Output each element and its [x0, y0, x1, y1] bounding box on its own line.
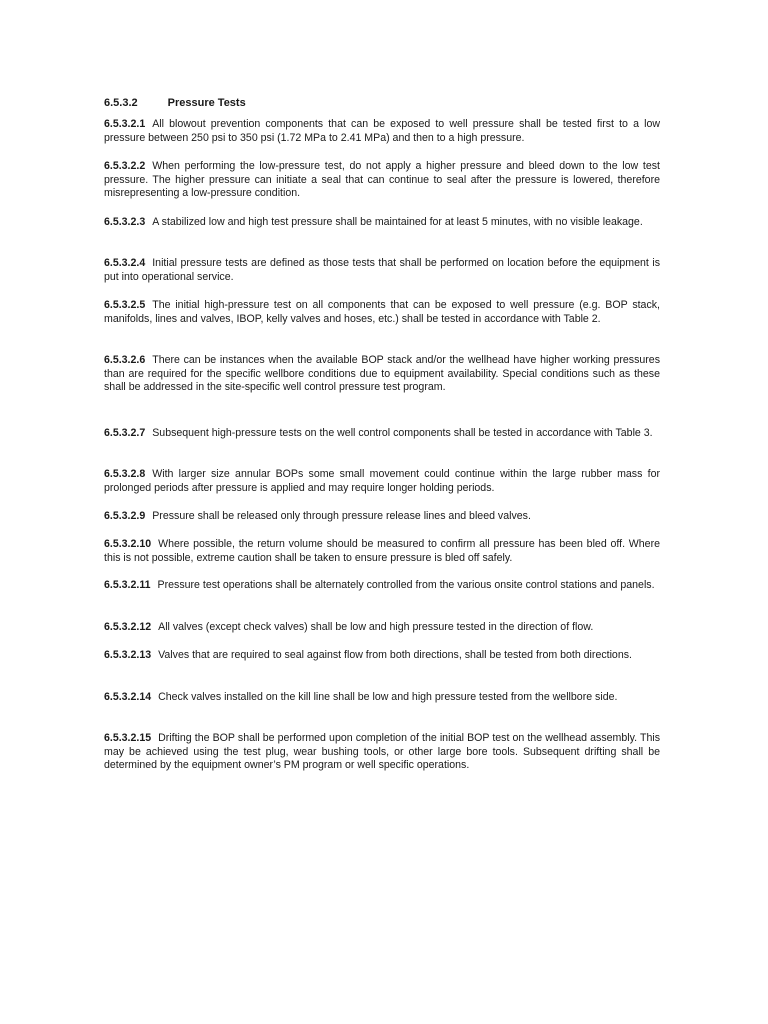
clause-number: 6.5.3.2.7	[104, 427, 146, 439]
section-heading	[104, 96, 246, 110]
clause-6-5-3-2-5	[104, 299, 660, 326]
clause-text: A stabilized low and high test pressure shall be maintained for at least 5 minutes, with no visible leakage.	[152, 216, 643, 228]
clause-6-5-3-2-12	[104, 621, 660, 635]
clause-6-5-3-2-8	[104, 468, 660, 495]
clause-number: 6.5.3.2.14	[104, 691, 152, 703]
clause-number: 6.5.3.2.6	[104, 354, 146, 366]
clause-number: 6.5.3.2.10	[104, 538, 152, 550]
clause-number: 6.5.3.2.8	[104, 468, 146, 480]
clause-text: Subsequent high-pressure tests on the well control components shall be tested in accordance with Table 3.	[152, 427, 653, 439]
clause-text: Valves that are required to seal against flow from both directions, shall be tested from both directions.	[158, 649, 632, 661]
clause-number: 6.5.3.2.13	[104, 649, 152, 661]
clause-text: Drifting the BOP shall be performed upon completion of the initial BOP test on the wellhead assembly. This may be achieved using the test plug, wear bushing tools, or other large bore tools. Subsequent drifting shall be determined by the equipment owner’s PM program or well specific operations.	[104, 732, 660, 771]
clause-text: Check valves installed on the kill line shall be low and high pressure tested from the wellbore side.	[158, 691, 618, 703]
clause-6-5-3-2-2	[104, 160, 660, 201]
clause-6-5-3-2-13	[104, 649, 660, 663]
clause-6-5-3-2-3	[104, 216, 660, 230]
clause-text: Pressure test operations shall be alternately controlled from the various onsite control stations and panels.	[157, 579, 655, 591]
clause-6-5-3-2-7	[104, 427, 660, 441]
clause-number: 6.5.3.2.1	[104, 118, 146, 130]
clause-6-5-3-2-10	[104, 538, 660, 565]
clause-number: 6.5.3.2.9	[104, 510, 146, 522]
clause-text: Initial pressure tests are defined as those tests that shall be performed on location before the equipment is put into operational service.	[104, 257, 660, 283]
clause-text: When performing the low-pressure test, do not apply a higher pressure and bleed down to the low test pressure. The higher pressure can initiate a seal that can continue to seal after the pressure is lowered, therefore misrepresenting a low-pressure condition.	[104, 160, 660, 199]
clause-number: 6.5.3.2.11	[104, 579, 151, 591]
clause-text: There can be instances when the available BOP stack and/or the wellhead have higher working pressures than are required for the specific wellbore conditions due to equipment availability. Special conditions such as these shall be addressed in the site-specific well control pressure test program.	[104, 354, 660, 393]
clause-6-5-3-2-4	[104, 257, 660, 284]
clause-6-5-3-2-9	[104, 510, 660, 524]
clause-6-5-3-2-6	[104, 354, 660, 395]
clause-6-5-3-2-11	[104, 579, 660, 593]
clause-number: 6.5.3.2.2	[104, 160, 146, 172]
clause-number: 6.5.3.2.3	[104, 216, 146, 228]
clause-6-5-3-2-1	[104, 118, 660, 145]
section-number: 6.5.3.2	[104, 97, 138, 109]
section-title: Pressure Tests	[167, 97, 246, 109]
clause-number: 6.5.3.2.12	[104, 621, 152, 633]
clause-number: 6.5.3.2.15	[104, 732, 152, 744]
clause-text: All valves (except check valves) shall be low and high pressure tested in the direction of flow.	[158, 621, 594, 633]
clause-text: With larger size annular BOPs some small movement could continue within the large rubber mass for prolonged periods after pressure is applied and may require longer holding periods.	[104, 468, 660, 494]
clause-text: All blowout prevention components that can be exposed to well pressure shall be tested first to a low pressure between 250 psi to 350 psi (1.72 MPa to 2.41 MPa) and then to a high pressure.	[104, 118, 660, 144]
clause-number: 6.5.3.2.4	[104, 257, 146, 269]
clause-6-5-3-2-15	[104, 732, 660, 773]
clause-text: The initial high-pressure test on all components that can be exposed to well pressure (e.g. BOP stack, manifolds, lines and valves, IBOP, kelly valves and hoses, etc.) shall be tested in accordance with Table 2.	[104, 299, 660, 325]
clause-text: Where possible, the return volume should be measured to confirm all pressure has been bled off. Where this is not possible, extreme caution shall be taken to ensure pressure is bled off safely.	[104, 538, 660, 564]
clause-number: 6.5.3.2.5	[104, 299, 146, 311]
clause-text: Pressure shall be released only through pressure release lines and bleed valves.	[152, 510, 531, 522]
clause-6-5-3-2-14	[104, 691, 660, 705]
